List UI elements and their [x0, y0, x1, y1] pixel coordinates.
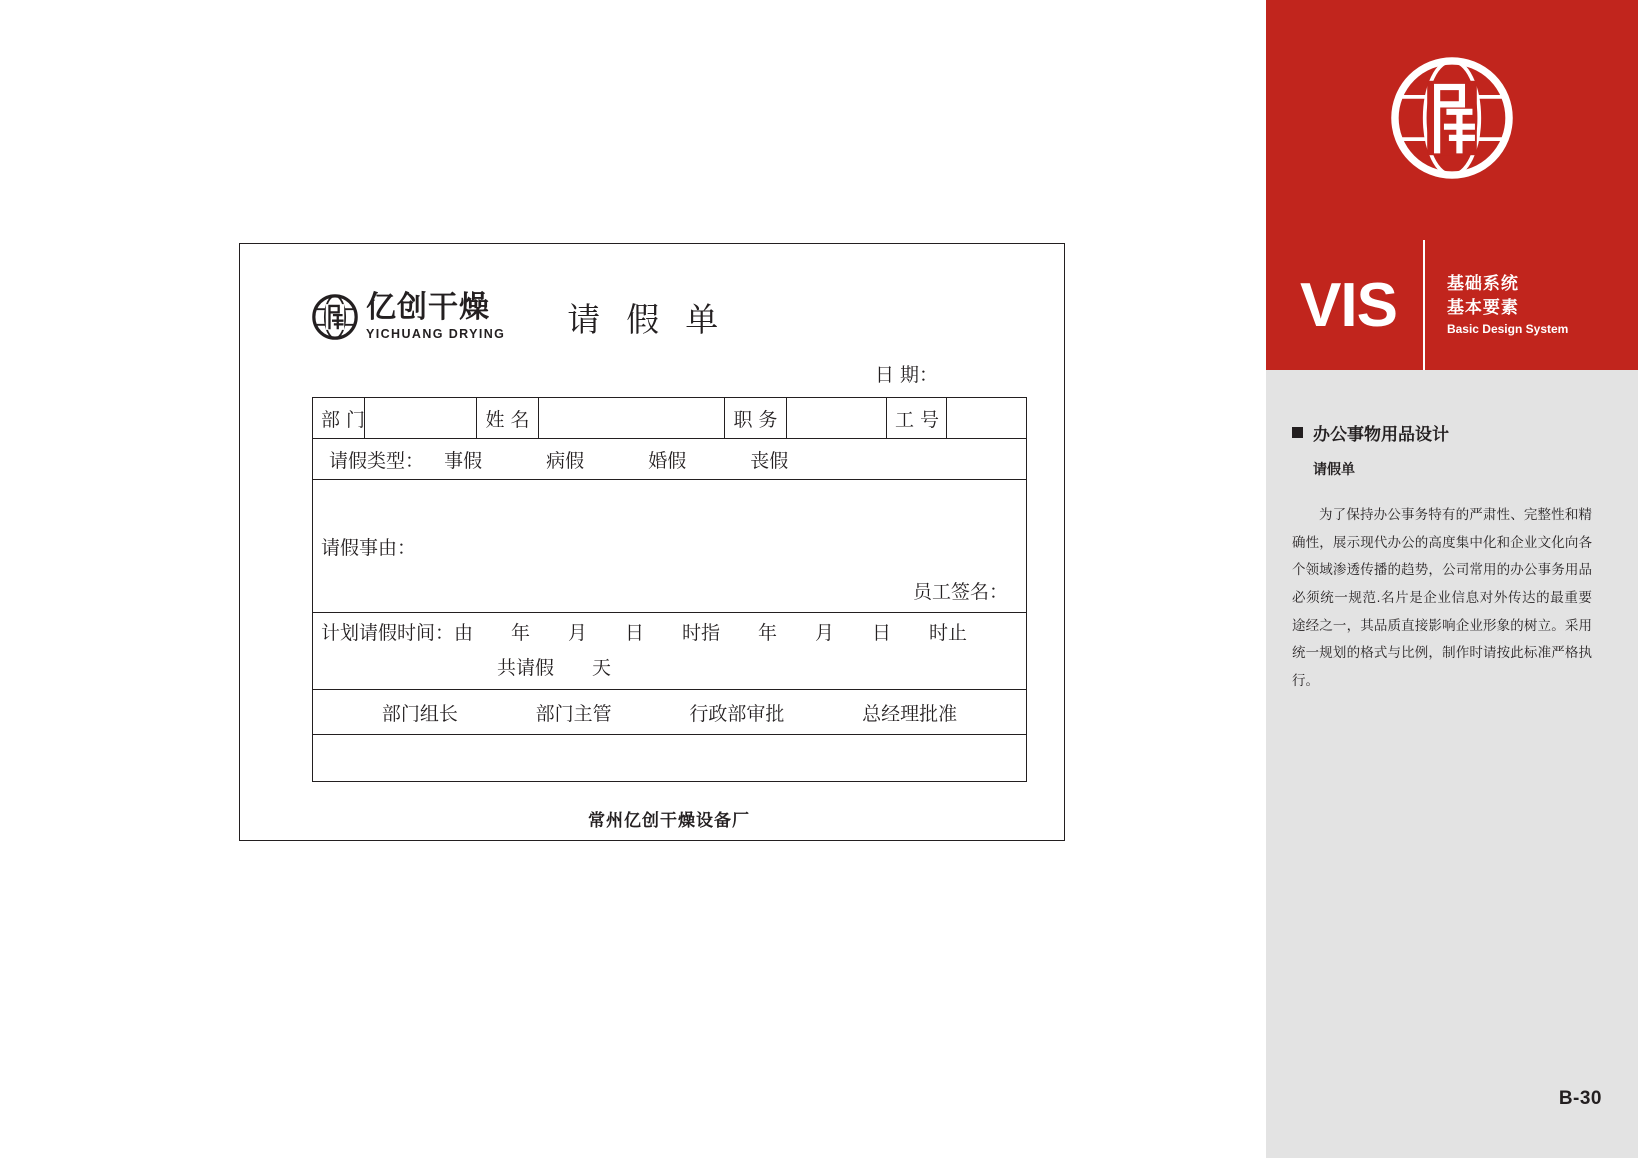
leave-type-option-sick[interactable]: 病假 [546, 449, 585, 472]
rail-description: 为了保持办公事务特有的严肃性、完整性和精确性，展示现代办公的高度集中化和企业文化向各个领域渗透传播的趋势，公司常用的办公事务用品必须统一规范.名片是企业信息对外传达的最重要途经之一，其品质直接影响企业形象的树立。采用统一规划的格式与比例，制作时请按此标准严格执行。 [1292, 507, 1592, 689]
approver-dept-manager: 部门主管 [535, 702, 612, 725]
leave-form-inner [312, 286, 1026, 831]
leave-reason-label: 请假事由： [321, 536, 417, 559]
approval-header-cell [313, 690, 1027, 735]
leave-reason-cell[interactable] [313, 480, 1027, 613]
brand-name-en: YICHUANG DRYING [366, 327, 506, 341]
vis-subtitle-line3: Basic Design System [1446, 322, 1569, 337]
employee-signature-label: 员工签名： [912, 581, 1008, 603]
approver-general-manager: 总经理批准 [862, 702, 958, 725]
page-title: 请假单 [567, 299, 745, 339]
leave-type-label: 请假类型： [329, 449, 425, 472]
vis-subtitle-line1: 基础系统 [1446, 274, 1519, 294]
table-row [313, 480, 1027, 613]
approval-signature-cell[interactable] [313, 735, 1027, 782]
rail-section-title-text: 办公事物用品设计 [1313, 425, 1449, 444]
approver-admin-dept: 行政部审批 [689, 702, 785, 725]
brand-name-cn: 亿创干燥 [366, 290, 490, 325]
employee-no-input[interactable] [947, 398, 1027, 439]
leave-type-option-funeral[interactable]: 丧假 [750, 449, 789, 472]
rail-red-header [1266, 0, 1638, 240]
form-header [312, 286, 1026, 348]
dept-input[interactable] [365, 398, 477, 439]
dept-label: 部 门 [313, 398, 365, 439]
rail-sub-title: 请假单 [1313, 461, 1355, 477]
planned-time-line1: 计划请假时间：由 年 月 日 时指 年 月 日 时止 [321, 621, 968, 644]
name-input[interactable] [539, 398, 725, 439]
rail-section-title [1292, 420, 1592, 445]
brand-wordmark [366, 290, 506, 341]
vis-subtitle-line2: 基本要素 [1446, 297, 1519, 317]
name-label: 姓 名 [477, 398, 539, 439]
rail-body [1292, 420, 1592, 695]
leave-type-option-personal[interactable]: 事假 [444, 449, 483, 472]
vis-subtitle-block [1447, 272, 1568, 337]
leave-form-card [239, 243, 1065, 841]
table-row [313, 439, 1027, 480]
position-input[interactable] [787, 398, 887, 439]
approver-team-leader: 部门组长 [381, 702, 458, 725]
leave-type-cell [313, 439, 1027, 480]
right-rail [1266, 0, 1638, 1158]
leave-type-option-marriage[interactable]: 婚假 [648, 449, 687, 472]
planned-time-line2: 共请假 天 [497, 657, 612, 679]
table-row [313, 735, 1027, 782]
vis-acronym: VIS [1300, 270, 1397, 340]
company-logo-icon [1390, 56, 1514, 185]
company-logo-icon [312, 294, 358, 340]
vis-divider [1423, 240, 1425, 370]
date-label: 日 期： [874, 364, 938, 386]
brand-lockup [312, 290, 506, 341]
table-row [313, 690, 1027, 735]
employee-no-label: 工 号 [887, 398, 947, 439]
leave-form-table [312, 397, 1027, 782]
planned-time-cell[interactable] [313, 613, 1027, 690]
position-label: 职 务 [725, 398, 787, 439]
vis-band [1266, 240, 1638, 370]
bullet-square-icon [1292, 427, 1303, 438]
rail-logo-wrap [1266, 55, 1638, 185]
table-row [313, 398, 1027, 439]
page-number: B-30 [1558, 1088, 1602, 1109]
table-row [313, 613, 1027, 690]
company-footer: 常州亿创干燥设备厂 [588, 811, 750, 831]
